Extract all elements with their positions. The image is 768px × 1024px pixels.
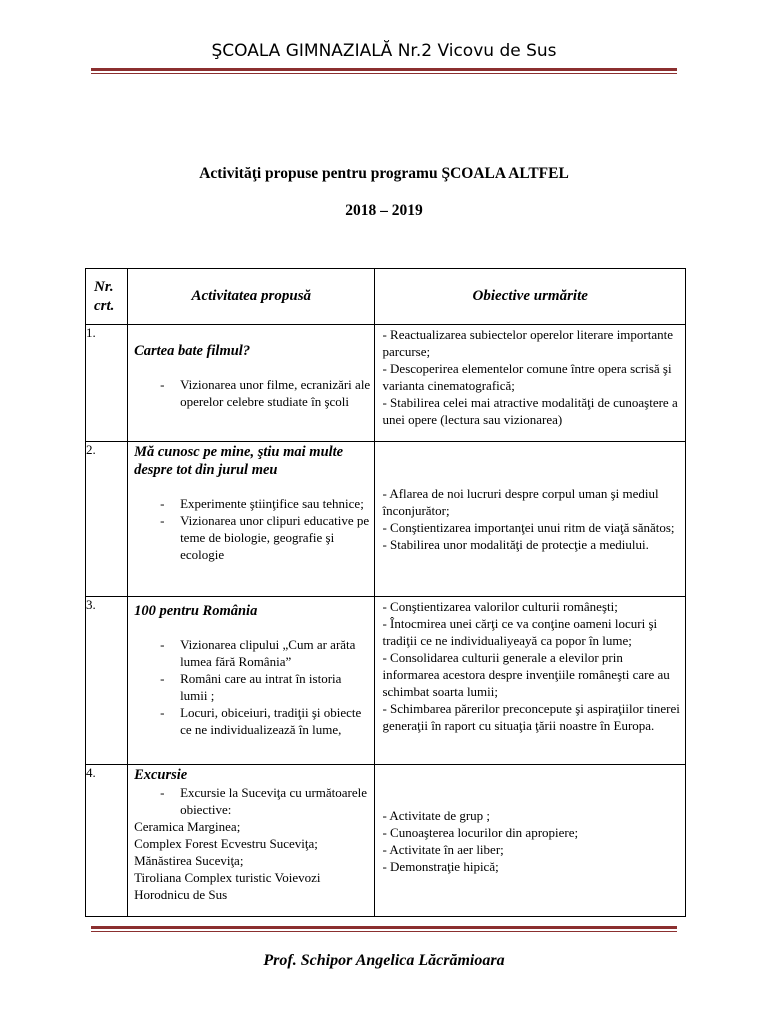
activities-table (85, 268, 686, 917)
objective-item: - Consolidarea culturii generale a elevilor prin informarea acestora despre invenţiile româneşti care au schimbat soarta lumii; (382, 650, 670, 699)
activity-title: Excursie (134, 767, 188, 783)
objective-item: - Activitate de grup ; (382, 807, 491, 823)
objective-item: - Stabilirea unor modalităţi de protecţie a mediului. (382, 537, 649, 552)
activity-cell (128, 765, 375, 917)
activity-title: Mă cunosc pe mine, ştiu mai multe despre tot din jurul meu (134, 444, 344, 478)
destination-item: Ceramica Marginea; (134, 819, 241, 834)
table-row (86, 597, 686, 765)
footer-rule-thin (91, 931, 677, 932)
header-nr (86, 269, 128, 325)
header-rule-thick (91, 68, 677, 71)
destination-item: Tiroliana Complex turistic Voievozi Horodnicu de Sus (134, 870, 321, 902)
objective-item: - Reactualizarea subiectelor operelor literare importante parcurse; (382, 327, 674, 359)
objectives-cell (375, 325, 686, 442)
objective-item: - Descoperirea elementelor comune între opera scrisă şi varianta cinematografică; (382, 361, 672, 393)
row-number: 3. (86, 597, 128, 765)
activity-cell (128, 597, 375, 765)
author-name: Prof. Schipor Angelica Lăcrămioara (263, 952, 505, 969)
list-item: - Vizionarea unor clipuri educative pe teme de biologie, geografie şi ecologie (134, 512, 370, 563)
row-number: 1. (86, 325, 128, 442)
objective-item: - Schimbarea părerilor preconcepute şi aspiraţiilor tinerei generaţii în raport cu situaţia ţării noastre în Europa. (382, 701, 680, 733)
footer-rule-thick (91, 926, 677, 929)
objective-item: - Conştientizarea importanţei unui ritm de viaţă sănătos; (382, 520, 675, 535)
objective-item: - Cunoaşterea locurilor din apropiere; (382, 824, 579, 840)
table-row (86, 765, 686, 917)
activity-cell (128, 442, 375, 597)
objective-item: - Demonstraţie hipică; (382, 858, 499, 874)
table-row (86, 442, 686, 597)
list-item: - Locuri, obiceiuri, tradiţii şi obiecte ce ne individualizează în lume, (134, 704, 370, 738)
header-nr-line2: crt. (94, 297, 115, 314)
objective-item: - Stabilirea celei mai atractive modalităţi de cunoaştere a unei opere (lectura sau vizionarea) (382, 395, 678, 427)
header-activity: Activitatea propusă (128, 269, 375, 325)
list-item: - Vizionarea unor filme, ecranizări ale operelor celebre studiate în şcoli (134, 376, 370, 410)
activity-title: 100 pentru România (134, 603, 258, 619)
row-number: 4. (86, 765, 128, 917)
activity-cell (128, 325, 375, 442)
objective-item: - Conştientizarea valorilor culturii româneşti; (382, 599, 618, 614)
objective-item: - Aflarea de noi lucruri despre corpul uman şi mediul înconjurător; (382, 486, 659, 518)
destination-item: Mănăstirea Suceviţa; (134, 853, 244, 868)
destination-item: Complex Forest Ecvestru Suceviţa; (134, 836, 318, 851)
objective-item: - Întocmirea unei cărţi ce va conţine oameni locuri şi tradiţii ce ne individualiyeayă ca popor în lume; (382, 616, 658, 648)
school-header: ŞCOALA GIMNAZIALĂ Nr.2 Vicovu de Sus (211, 41, 557, 61)
objective-item: - Activitate în aer liber; (382, 841, 504, 857)
school-year: 2018 – 2019 (345, 202, 423, 219)
objectives-cell (375, 765, 686, 917)
list-item: - Români care au intrat în istoria lumii ; (134, 670, 370, 704)
header-objectives: Obiective urmărite (375, 269, 686, 325)
activity-list (134, 636, 370, 738)
activity-list (134, 376, 370, 410)
list-item: - Excursie la Suceviţa cu următoarele obiective: (134, 784, 370, 818)
document-title: Activităţi propuse pentru programu ŞCOALA ALTFEL (199, 165, 569, 182)
row-number: 2. (86, 442, 128, 597)
activity-title: Cartea bate filmul? (134, 343, 251, 359)
table-row (86, 325, 686, 442)
header-rule-thin (91, 73, 677, 74)
list-item: - Vizionarea clipului „Cum ar arăta lumea fără România” (134, 636, 370, 670)
header-nr-line1: Nr. (94, 278, 114, 295)
list-item: - Experimente ştiinţifice sau tehnice; (134, 495, 370, 512)
objectives-cell (375, 597, 686, 765)
activity-list (134, 784, 370, 818)
objectives-cell (375, 442, 686, 597)
activity-list (134, 495, 370, 563)
table-header-row (86, 269, 686, 325)
